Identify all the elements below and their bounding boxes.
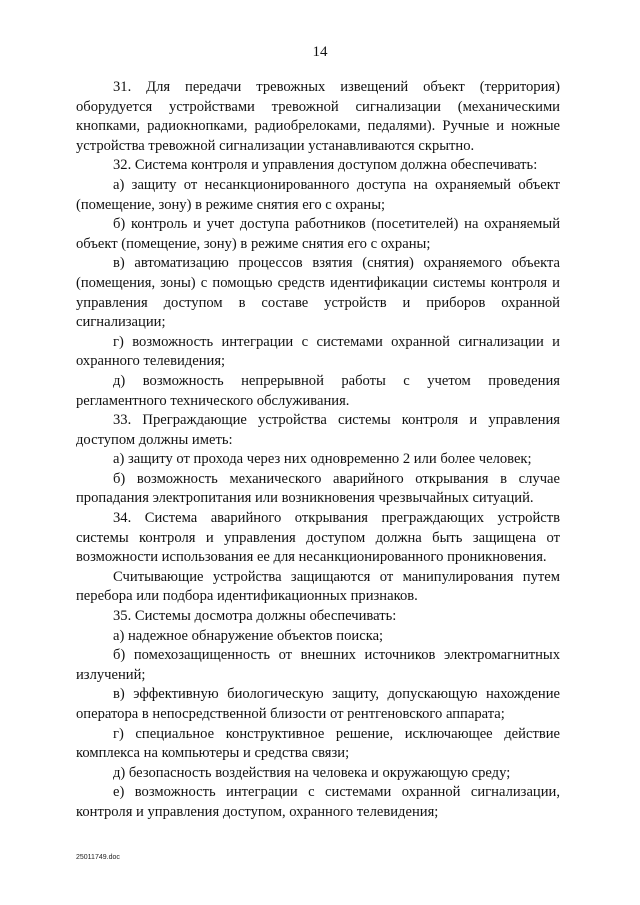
paragraph-32-b: б) контроль и учет доступа работников (посетителей) на охраняемый объект (помещение, зону) в режиме снятия его с охраны; [76,216,560,252]
paragraph-34-readers: Считывающие устройства защищаются от манипулирования путем перебора или подбора идентификационных признаков. [76,568,560,605]
paragraph-33-b: б) возможность механического аварийного открывания в случае пропадания электропитания или возникновения чрезвычайных ситуаций. [76,470,560,507]
paragraph-35-a: а) надежное обнаружение объектов поиска; [113,627,384,644]
paragraph-32-v: в) автоматизацию процессов взятия (снятия) охраняемого объекта (помещения, зоны) с помощью средств идентификации системы контроля и управления доступом в составе устройств и приборов охранной сигнализации; [76,255,560,331]
paragraph-32-a: а) защиту от несанкционированного доступа на охраняемый объект (помещение, зону) в режиме снятия его с охраны; [76,176,560,213]
paragraph-33: 33. Преграждающие устройства системы контроля и управления доступом должны иметь: [76,412,560,448]
paragraph-35-d: д) безопасность воздействия на человека и окружающую среду; [113,764,511,781]
paragraph-35-g: г) специальное конструктивное решение, исключающее действие комплекса на компьютеры и средства связи; [76,725,560,762]
footer-filename: 25011749.doc [76,854,120,861]
paragraph-35-e: е) возможность интеграции с системами охранной сигнализации, контроля и управления доступом, охранного телевидения; [76,784,560,820]
paragraph-32: 32. Система контроля и управления доступом должна обеспечивать: [113,157,538,174]
paragraph-32-g: г) возможность интеграции с системами охранной сигнализации и охранного телевидения; [76,333,560,370]
paragraph-35: 35. Системы досмотра должны обеспечивать: [113,608,397,625]
paragraph-35-b: б) помехозащищенность от внешних источников электромагнитных излучений; [76,647,560,683]
paragraph-31: 31. Для передачи тревожных извещений объект (территория) оборудуется устройствами тревожной сигнализации (механическими кнопками, радиокнопками, радиобрелоками, педалями). Ручные и ножные устройства тревожной сигнализации устанавливаются скрытно. [76,79,560,154]
document-body [76,78,560,823]
paragraph-32-d: д) возможность непрерывной работы с учетом проведения регламентного технического обслуживания. [76,372,560,409]
paragraph-35-v: в) эффективную биологическую защиту, допускающую нахождение оператора в непосредственной близости от рентгеновского аппарата; [76,686,560,722]
paragraph-34: 34. Система аварийного открывания преграждающих устройств системы контроля и управления доступом должна быть защищена от возможности использования ее для несанкционированного проникновения. [76,510,560,566]
paragraph-33-a: а) защиту от прохода через них одновременно 2 или более человек; [113,451,532,468]
page-number: 14 [312,44,328,60]
